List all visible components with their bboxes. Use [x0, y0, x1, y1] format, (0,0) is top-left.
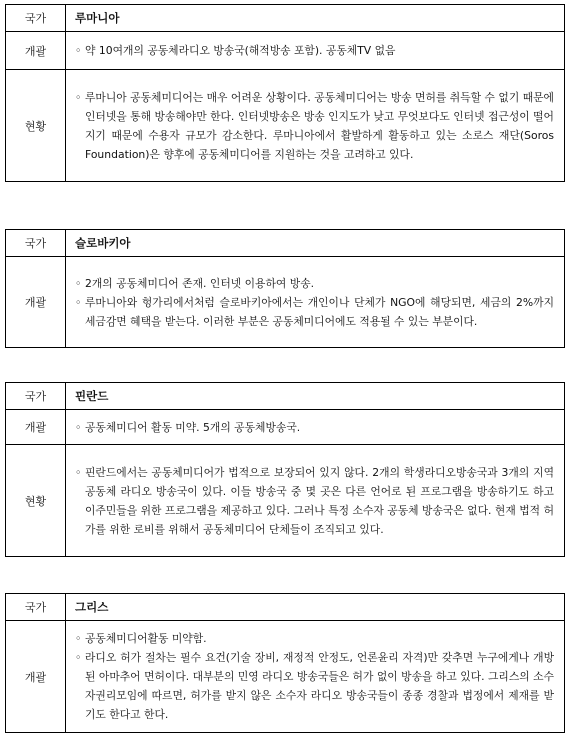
bullet-text: 핀란드에서는 공동체미디어가 법적으로 보장되어 있지 않다. 2개의 학생라디오방송국과 3개의 지역 공동체 라디오 방송국이 있다. 이들 방송국 중 몇 곳은 다른 언어로 된 프로그램을 방송하기도 하고 이주민들을 위한 프로그램을 제공하고 있다. 그러나 특정 소수자 공동체 방송국은 없다. 현재 법적 허가를 위한 로비를 위해서 공동체미디어 단체들이 조직되고 있다. — [85, 465, 554, 536]
country-name: 루마니아 — [66, 5, 565, 32]
bullet-mark: ◦ — [75, 90, 82, 104]
bullet-text: 루마니아 공동체미디어는 매우 어려운 상황이다. 공동체미디어는 방송 면허를 취득할 수 없기 때문에 인터넷을 통해 방송해야만 한다. 인터넷방송은 방송 인지도가 낮고 무엇보다도 인터넷 접근성이 떨어지기 때문에 수용자 규모가 감소한다. 루마니아에서 활발하게 활동하고 있는 소로스 재단(Soros Foundation)은 향후에 공동체미디어를 지원하는 것을 고려하고 있다. — [85, 90, 554, 161]
bullet-mark: ◦ — [75, 465, 82, 479]
country-label: 국가 — [6, 5, 66, 32]
overview-cell — [66, 257, 565, 348]
bullet-mark: ◦ — [75, 651, 82, 664]
overview-cell — [66, 32, 565, 70]
bullet-text: 2개의 공동체미디어 존재. 인터넷 이용하여 방송. — [85, 276, 315, 290]
bullet-item — [75, 41, 554, 60]
country-label: 국가 — [6, 230, 66, 257]
overview-cell — [66, 410, 565, 445]
bullet-mark: ◦ — [75, 420, 82, 434]
status-cell — [66, 70, 565, 182]
country-table-greece — [5, 593, 565, 733]
bullet-item — [75, 463, 554, 539]
status-label: 현황 — [6, 70, 66, 182]
bullet-text: 라디오 허가 절차는 필수 요건(기술 장비, 재정적 안정도, 언론윤리 자격)만 갖추면 누구에게나 개방된 아마추어 면허이다. 대부분의 민영 라디오 방송국들은 허가 없이 방송을 하고 있다. 그리스의 소수자권리모임에 따르면, 허가를 받지 않은 소수자 라디오 방송국들이 종종 경찰과 법정에서 제재를 받기도 한다고 한다. — [85, 651, 554, 721]
overview-label: 개괄 — [6, 257, 66, 348]
bullet-mark: ◦ — [75, 295, 82, 309]
bullet-mark: ◦ — [75, 632, 82, 645]
status-label: 현황 — [6, 445, 66, 557]
bullet-item — [75, 88, 554, 164]
overview-cell — [66, 621, 565, 733]
bullet-item — [75, 418, 554, 437]
bullet-text: 루마니아와 헝가리에서처럼 슬로바키아에서는 개인이나 단체가 NGO에 해당되면, 세금의 2%까지 세금감면 혜택을 받는다. 이러한 부분은 공동체미디어에도 적용될 수 있는 부분이다. — [85, 295, 554, 328]
country-label: 국가 — [6, 383, 66, 410]
country-table-romania — [5, 4, 565, 182]
country-label: 국가 — [6, 594, 66, 621]
bullet-mark: ◦ — [75, 276, 82, 290]
bullet-item — [75, 648, 554, 724]
overview-label: 개괄 — [6, 621, 66, 733]
bullet-item — [75, 274, 554, 293]
country-table-finland — [5, 382, 565, 557]
overview-label: 개괄 — [6, 410, 66, 445]
country-name: 그리스 — [66, 594, 565, 621]
country-name: 핀란드 — [66, 383, 565, 410]
bullet-text: 약 10여개의 공동체라디오 방송국(해적방송 포함). 공동체TV 없음 — [85, 44, 396, 57]
country-name: 슬로바키아 — [66, 230, 565, 257]
bullet-item — [75, 293, 554, 331]
bullet-text: 공동체미디어 활동 미약. 5개의 공동체방송국. — [85, 420, 301, 434]
bullet-mark: ◦ — [75, 44, 82, 57]
overview-label: 개괄 — [6, 32, 66, 70]
bullet-item — [75, 629, 554, 648]
status-cell — [66, 445, 565, 557]
bullet-text: 공동체미디어활동 미약함. — [85, 632, 207, 645]
country-table-slovakia — [5, 229, 565, 348]
